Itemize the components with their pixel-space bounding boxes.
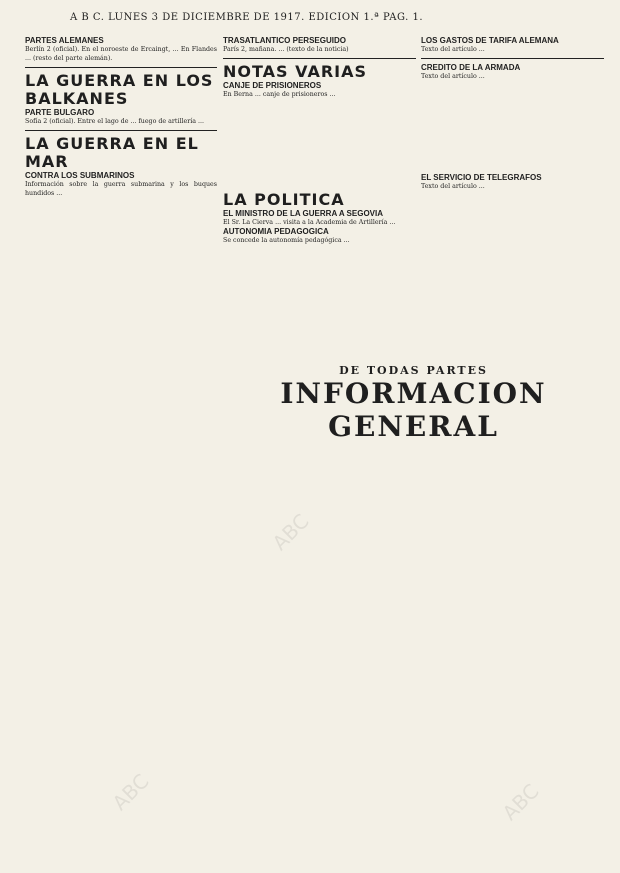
left-head2: PARTE BULGARO xyxy=(25,108,95,117)
right-text1: Texto del artículo ... xyxy=(421,46,485,53)
middle-big: NOTAS VARIAS xyxy=(223,62,367,81)
right-text3: Texto del artículo ... xyxy=(421,183,485,190)
left-big1: LA GUERRA EN LOS BALKANES xyxy=(25,71,214,108)
right-rule1 xyxy=(421,58,604,59)
middle-big2: LA POLITICA xyxy=(223,190,345,209)
left-head1: PARTES ALEMANES xyxy=(25,36,104,45)
middle-text2: En Berna ... canje de prisioneros ... xyxy=(223,91,336,98)
left-rule2 xyxy=(25,130,217,131)
left-rule1 xyxy=(25,67,217,68)
banner xyxy=(223,360,604,443)
left-text1: Berlín 2 (oficial). En el noroeste de Ercaingt, ... En Flandes ... (resto del parte alemán). xyxy=(25,46,217,62)
right-head2: CREDITO DE LA ARMADA xyxy=(421,63,521,72)
middle-text3: El Sr. La Cierva ... visita a la Academia de Artillería ... xyxy=(223,219,396,226)
watermark-2: ABC xyxy=(107,769,154,815)
banner-small: DE TODAS PARTES xyxy=(339,364,488,377)
left-big2: LA GUERRA EN EL MAR xyxy=(25,134,199,171)
middle-text1: París 2, mañana. ... (texto de la noticia) xyxy=(223,46,349,53)
header xyxy=(0,0,620,36)
middle-gap-for-banner xyxy=(223,99,416,191)
middle-head4: AUTONOMIA PEDAGOGICA xyxy=(223,227,329,236)
left-text3: Información sobre la guerra submarina y los buques hundidos ... xyxy=(25,181,217,197)
right-head1: LOS GASTOS DE TARIFA ALEMANA xyxy=(421,36,559,45)
middle-column xyxy=(223,36,416,245)
left-text2: Sofía 2 (oficial). Entre el lago de ... fuego de artillería ... xyxy=(25,118,204,125)
right-head3: EL SERVICIO DE TELEGRAFOS xyxy=(421,173,542,182)
middle-text4: Se concede la autonomía pedagógica ... xyxy=(223,237,350,244)
middle-rule1 xyxy=(223,58,416,59)
left-head3: CONTRA LOS SUBMARINOS xyxy=(25,171,135,180)
right-gap-for-banner xyxy=(421,81,604,173)
middle-head1: TRASATLANTICO PERSEGUIDO xyxy=(223,36,346,45)
header-line: A B C. LUNES 3 DE DICIEMBRE DE 1917. EDICION 1.ª PAG. 1. xyxy=(70,12,424,23)
middle-head3: EL MINISTRO DE LA GUERRA A SEGOVIA xyxy=(223,209,384,218)
left-column xyxy=(25,36,217,198)
watermark-1: ABC xyxy=(267,509,314,555)
right-text2: Texto del artículo ... xyxy=(421,73,485,80)
right-column xyxy=(421,36,604,191)
middle-head2: CANJE DE PRISIONEROS xyxy=(223,81,322,90)
watermark-3: ABC xyxy=(497,779,544,825)
banner-huge: INFORMACION GENERAL xyxy=(280,377,547,443)
